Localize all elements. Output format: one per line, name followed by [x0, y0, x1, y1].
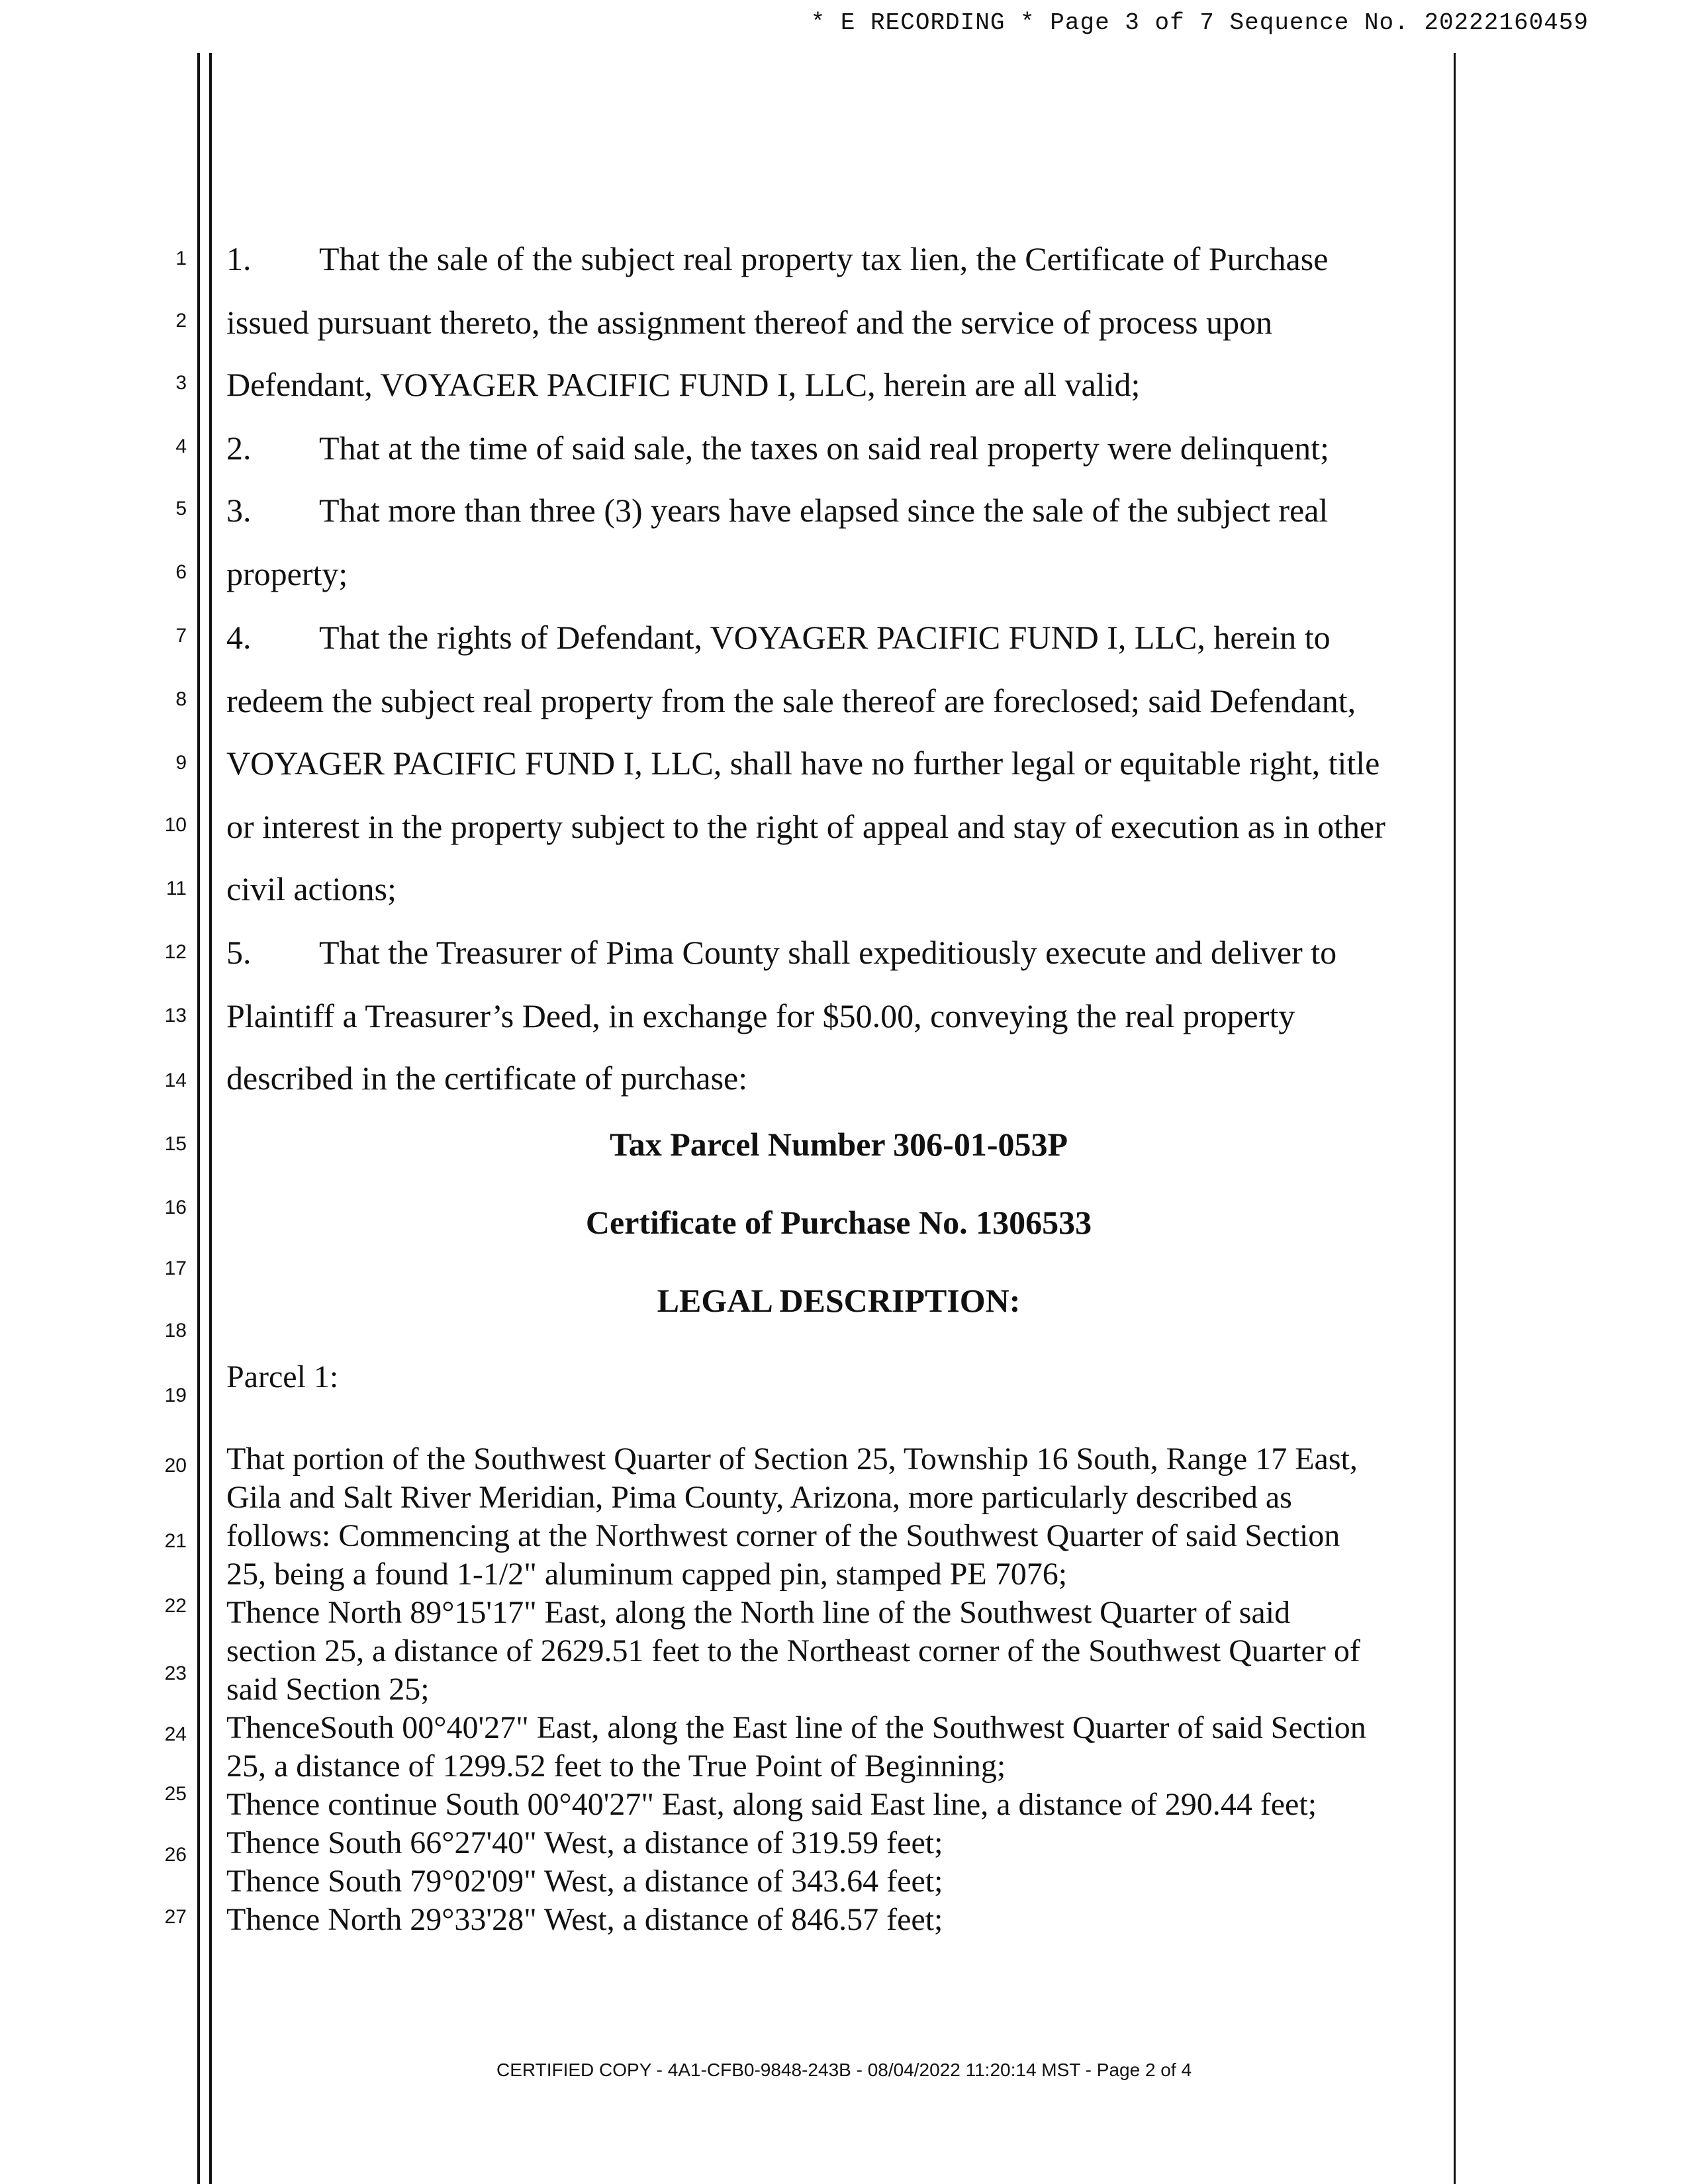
paragraph-3-line-1 — [226, 494, 1438, 527]
legal-line: That portion of the Southwest Quarter of Section 25, Township 16 South, Range 17 East, — [226, 1441, 1358, 1477]
paragraph-4-line-3: VOYAGER PACIFIC FUND I, LLC, shall have no further legal or equitable right, title — [226, 745, 1380, 782]
legal-line: Gila and Salt River Meridian, Pima County, Arizona, more particularly described as — [226, 1480, 1292, 1515]
line-number: 26 — [164, 1844, 187, 1866]
line-number: 23 — [164, 1662, 187, 1684]
right-margin-rule — [1454, 53, 1456, 2184]
line-number: 24 — [164, 1723, 187, 1745]
line-number: 10 — [164, 814, 187, 836]
paragraph-text: That the Treasurer of Pima County shall expeditiously execute and deliver to — [319, 934, 1337, 971]
paragraph-5-line-1 — [226, 936, 1438, 969]
line-number: 9 — [175, 752, 187, 774]
paragraph-number: 1. — [226, 240, 252, 277]
paragraph-5-line-3: described in the certificate of purchase: — [226, 1060, 748, 1097]
line-number: 19 — [164, 1385, 187, 1406]
legal-line: section 25, a distance of 2629.51 feet to the Northeast corner of the Southwest Quarter of — [226, 1633, 1360, 1668]
legal-line: said Section 25; — [226, 1672, 430, 1707]
line-number: 15 — [164, 1133, 187, 1155]
left-margin-rule-inner — [209, 53, 212, 2184]
paragraph-text: That more than three (3) years have elapsed since the sale of the subject real — [319, 492, 1329, 529]
line-number: 8 — [175, 688, 187, 710]
paragraph-number: 5. — [226, 934, 252, 971]
legal-line: 25, being a found 1-1/2" aluminum capped pin, stamped PE 7076; — [226, 1557, 1068, 1592]
line-number: 13 — [164, 1005, 187, 1026]
certified-copy-footer: CERTIFIED COPY - 4A1-CFB0-9848-243B - 08/04/2022 11:20:14 MST - Page 2 of 4 — [496, 2060, 1192, 2080]
paragraph-text: That the sale of the subject real property tax lien, the Certificate of Purchase — [319, 240, 1329, 277]
line-number: 12 — [164, 941, 187, 963]
line-number: 11 — [165, 878, 187, 899]
paragraph-2-line-1 — [226, 432, 1438, 465]
line-number: 4 — [175, 435, 187, 457]
legal-description-heading: LEGAL DESCRIPTION: — [657, 1282, 1021, 1319]
legal-line: ThenceSouth 00°40'27" East, along the East line of the Southwest Quarter of said Section — [226, 1710, 1366, 1745]
line-number: 25 — [164, 1783, 187, 1805]
line-number: 16 — [164, 1197, 187, 1218]
certificate-heading: Certificate of Purchase No. 1306533 — [585, 1204, 1092, 1241]
line-number: 6 — [175, 561, 187, 583]
paragraph-text: That the rights of Defendant, VOYAGER PACIFIC FUND I, LLC, herein to — [319, 619, 1331, 656]
line-number: 22 — [164, 1595, 187, 1617]
legal-line: Thence continue South 00°40'27" East, along said East line, a distance of 290.44 feet; — [226, 1787, 1317, 1822]
paragraph-1-line-3: Defendant, VOYAGER PACIFIC FUND I, LLC, herein are all valid; — [226, 366, 1141, 403]
paragraph-4-line-1 — [226, 621, 1438, 654]
legal-line: Thence South 66°27'40" West, a distance of 319.59 feet; — [226, 1825, 943, 1860]
paragraph-3-line-2: property; — [226, 555, 348, 592]
line-number: 27 — [164, 1906, 187, 1928]
line-number: 14 — [164, 1069, 187, 1091]
line-number: 21 — [164, 1530, 187, 1552]
legal-line: Thence North 89°15'17" East, along the North line of the Southwest Quarter of said — [226, 1595, 1291, 1630]
line-number: 5 — [175, 498, 187, 520]
legal-line: follows: Commencing at the Northwest corner of the Southwest Quarter of said Section — [226, 1518, 1340, 1553]
paragraph-number: 3. — [226, 492, 252, 529]
parcel-label: Parcel 1: — [226, 1359, 339, 1394]
line-number: 7 — [175, 625, 187, 647]
legal-description-block — [226, 1440, 1451, 1939]
line-number: 20 — [164, 1455, 187, 1477]
line-number: 2 — [175, 310, 187, 332]
tax-parcel-heading: Tax Parcel Number 306-01-053P — [609, 1126, 1068, 1163]
paragraph-1-line-1 — [226, 242, 1438, 275]
line-number: 18 — [164, 1320, 187, 1342]
legal-line: 25, a distance of 1299.52 feet to the True Point of Beginning; — [226, 1749, 1006, 1784]
paragraph-1-line-2: issued pursuant thereto, the assignment thereof and the service of process upon — [226, 304, 1273, 341]
line-number: 1 — [175, 248, 187, 269]
line-number: 17 — [164, 1257, 187, 1279]
paragraph-number: 4. — [226, 619, 252, 656]
paragraph-4-line-4: or interest in the property subject to the right of appeal and stay of execution as in other — [226, 808, 1385, 845]
paragraph-5-line-2: Plaintiff a Treasurer’s Deed, in exchange for $50.00, conveying the real property — [226, 997, 1295, 1034]
line-number: 3 — [175, 372, 187, 394]
legal-line: Thence South 79°02'09" West, a distance of 343.64 feet; — [226, 1864, 943, 1899]
paragraph-4-line-5: civil actions; — [226, 870, 397, 907]
left-margin-rule — [197, 53, 200, 2184]
paragraph-4-line-2: redeem the subject real property from the sale thereof are foreclosed; said Defendant, — [226, 682, 1356, 719]
legal-line: Thence North 29°33'28" West, a distance of 846.57 feet; — [226, 1902, 943, 1937]
recording-header: * E RECORDING * Page 3 of 7 Sequence No. 20222160459 — [810, 9, 1589, 36]
paragraph-number: 2. — [226, 430, 252, 467]
paragraph-text: That at the time of said sale, the taxes on said real property were delinquent; — [319, 430, 1329, 467]
